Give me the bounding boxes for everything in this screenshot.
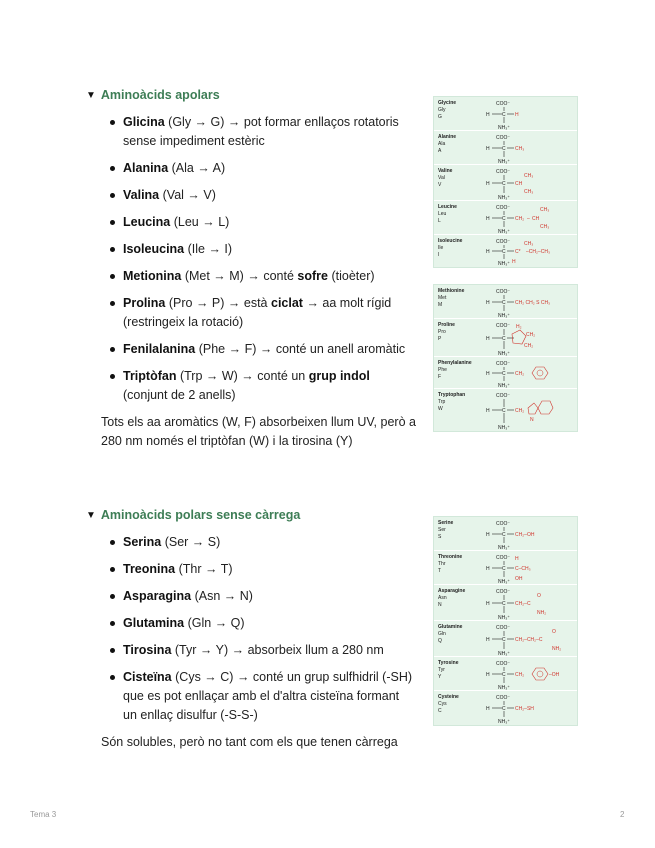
structural-formula — [482, 389, 577, 431]
svg-text:NH₃⁺: NH₃⁺ — [498, 383, 510, 389]
amino-acid-abbreviation: (Met → M) — [184, 269, 244, 283]
svg-text:NH₃⁺: NH₃⁺ — [498, 719, 510, 725]
structure-label-abbr1: V — [438, 182, 442, 188]
amino-acid-description: → absorbeix llum a 280 nm — [231, 643, 384, 657]
amino-acid-name: Prolina — [123, 296, 166, 310]
svg-text:NH₃⁺: NH₃⁺ — [498, 229, 510, 235]
amino-acid-structure-row — [434, 131, 577, 165]
amino-acid-description: (conjunt de 2 anells) — [123, 388, 236, 402]
svg-text:CH₃: CH₃ — [540, 224, 550, 230]
structural-formula — [482, 657, 577, 691]
amino-acid-abbreviation: (Ser → S) — [164, 535, 221, 549]
amino-acid-abbreviation: (Cys → C) — [175, 670, 234, 684]
svg-text:COO⁻: COO⁻ — [496, 101, 511, 107]
structure-label-abbr3: Leu — [438, 211, 447, 217]
structure-label-abbr1: W — [438, 406, 443, 412]
amino-acid-abbreviation: (Thr → T) — [178, 562, 233, 576]
svg-text:CH₃: CH₃ — [524, 189, 534, 195]
structure-label — [434, 517, 482, 550]
list-item — [86, 641, 416, 660]
svg-text:–: – — [527, 216, 530, 222]
svg-text:C: C — [502, 672, 506, 678]
amino-acid-structure-row — [434, 97, 577, 131]
section-title: Aminoàcids polars sense càrrega — [100, 508, 301, 522]
svg-text:CH₂: CH₂ — [515, 371, 525, 377]
amino-acid-structure-row — [434, 285, 577, 319]
structure-label-abbr1: S — [438, 534, 442, 540]
key-feature: grup indol — [308, 369, 370, 383]
structural-formula — [482, 691, 577, 725]
svg-text:CH₃: CH₃ — [524, 173, 534, 179]
svg-text:NH₂: NH₂ — [537, 610, 547, 616]
structure-label-name: Valine — [438, 168, 453, 174]
list-item — [86, 614, 416, 633]
structure-label-abbr1: N — [438, 602, 442, 608]
structure-label — [434, 585, 482, 620]
structure-label-abbr1: C — [438, 708, 442, 714]
svg-text:COO⁻: COO⁻ — [496, 169, 511, 175]
svg-text:H: H — [486, 601, 490, 607]
structure-label-name: Leucine — [438, 204, 457, 210]
svg-text:C: C — [502, 637, 506, 643]
list-item — [86, 267, 416, 286]
structure-label-abbr3: Cys — [438, 701, 447, 707]
structural-formula — [482, 621, 577, 657]
section-note: Tots els aa aromàtics (W, F) absorbeixen llum UV, però a 280 nm només el triptòfan (W) i la tirosina (Y) — [101, 415, 416, 448]
structure-panel-polar — [433, 516, 578, 726]
amino-acid-structure-row — [434, 551, 577, 585]
svg-text:H: H — [486, 146, 490, 152]
svg-text:CH₂: CH₂ — [515, 408, 525, 414]
svg-text:H: H — [486, 706, 490, 712]
structural-formula — [482, 131, 577, 165]
structural-formula — [482, 517, 577, 551]
svg-text:CH₂: CH₂ — [524, 343, 534, 349]
amino-acid-structure-row — [434, 657, 577, 691]
structure-label-name: Glutamine — [438, 624, 463, 630]
structure-label-abbr3: Ala — [438, 141, 446, 147]
amino-acid-structure-row — [434, 585, 577, 621]
svg-text:C: C — [502, 408, 506, 414]
list-item — [86, 213, 416, 232]
svg-text:H: H — [486, 637, 490, 643]
structure-label-name: Isoleucine — [438, 238, 463, 244]
svg-text:NH₃⁺: NH₃⁺ — [498, 615, 510, 621]
amino-acid-name: Leucina — [123, 215, 171, 229]
structure-label-abbr1: Y — [438, 674, 442, 680]
amino-acid-name: Asparagina — [123, 589, 192, 603]
structure-label-name: Asparagine — [438, 588, 466, 594]
amino-acid-structure-row — [434, 691, 577, 725]
list-item — [86, 560, 416, 579]
structure-label-name: Proline — [438, 322, 455, 328]
svg-text:COO⁻: COO⁻ — [496, 135, 511, 141]
svg-text:CH₂: CH₂ — [526, 332, 536, 338]
structural-formula — [482, 285, 577, 319]
amino-acid-description: → conté un grup sulfhidril (-SH) que es pot enllaçar amb el d'altra cisteïna formant un enllaç disulfur (-S-S-) — [123, 670, 413, 722]
structure-label-abbr1: A — [438, 148, 442, 154]
structural-formula — [482, 165, 577, 201]
list-item — [86, 159, 416, 178]
structure-label — [434, 691, 482, 725]
structure-label-abbr3: Pro — [438, 329, 446, 335]
svg-text:H: H — [512, 259, 516, 265]
list-item — [86, 587, 416, 606]
svg-text:NH₂: NH₂ — [552, 646, 562, 652]
amino-acid-abbreviation: (Tyr → Y) — [174, 643, 229, 657]
svg-text:H: H — [486, 300, 490, 306]
svg-text:C*: C* — [515, 249, 521, 255]
svg-text:O: O — [552, 629, 556, 635]
structure-label-abbr1: T — [438, 568, 442, 574]
structure-panel-apolar-other — [433, 284, 578, 432]
svg-text:CH₂–OH: CH₂–OH — [515, 532, 535, 538]
structure-label-abbr1: Q — [438, 638, 442, 644]
svg-text:NH₃⁺: NH₃⁺ — [498, 651, 510, 657]
structure-label-name: Serine — [438, 520, 454, 526]
svg-text:–CH₂–CH₃: –CH₂–CH₃ — [526, 249, 550, 255]
structure-label-name: Cysteine — [438, 694, 459, 700]
amino-acid-description: → conté un anell aromàtic — [259, 342, 406, 356]
structure-label-abbr1: L — [438, 218, 441, 224]
amino-acid-abbreviation: (Gly → G) — [168, 115, 225, 129]
structure-label-abbr3: Gly — [438, 107, 446, 113]
footer-page-number: 2 — [620, 810, 625, 819]
footer-chapter: Tema 3 — [30, 810, 57, 819]
structural-formula — [482, 319, 577, 357]
svg-text:C: C — [502, 601, 506, 607]
structure-label-name: Alanine — [438, 134, 457, 140]
structure-label-name: Tyrosine — [438, 660, 459, 666]
structure-label-abbr3: Val — [438, 175, 445, 181]
section-apolars — [86, 86, 416, 451]
list-item — [86, 340, 416, 359]
amino-acid-description: → està — [227, 296, 268, 310]
svg-text:CH₂: CH₂ — [515, 216, 525, 222]
svg-text:COO⁻: COO⁻ — [496, 393, 511, 399]
svg-text:CH₂–SH: CH₂–SH — [515, 706, 534, 712]
amino-acid-description: → conté — [247, 269, 294, 283]
svg-text:H₂: H₂ — [516, 324, 522, 330]
structural-formula — [482, 201, 577, 235]
svg-text:N: N — [530, 417, 534, 423]
amino-acid-name: Serina — [123, 535, 162, 549]
amino-acid-abbreviation: (Phe → F) — [198, 342, 257, 356]
section-heading-toggle[interactable] — [86, 506, 416, 524]
svg-text:COO⁻: COO⁻ — [496, 555, 511, 561]
structure-label — [434, 551, 482, 584]
list-item — [86, 294, 416, 332]
svg-text:H: H — [486, 181, 490, 187]
structural-formula — [482, 235, 577, 267]
structure-label-abbr3: Ile — [438, 245, 444, 251]
svg-text:C–CH₃: C–CH₃ — [515, 566, 531, 572]
structure-label-name: Tryptophan — [438, 392, 466, 398]
amino-acid-description: → aa molt rígid (restringeix la rotació) — [123, 296, 392, 329]
section-heading-toggle[interactable] — [86, 86, 416, 104]
svg-text:CH: CH — [515, 181, 523, 187]
structure-label — [434, 657, 482, 690]
structure-label-abbr3: Ser — [438, 527, 446, 533]
svg-text:OH: OH — [515, 576, 523, 582]
svg-text:C: C — [502, 706, 506, 712]
svg-text:C: C — [502, 566, 506, 572]
amino-acid-abbreviation: (Val → V) — [162, 188, 216, 202]
structure-label-abbr1: G — [438, 114, 442, 120]
amino-acid-abbreviation: (Gln → Q) — [187, 616, 245, 630]
amino-acid-name: Glutamina — [123, 616, 185, 630]
amino-acid-name: Tirosina — [123, 643, 172, 657]
amino-acid-structure-row — [434, 389, 577, 431]
amino-acid-structure-row — [434, 357, 577, 389]
amino-acid-abbreviation: (Ile → I) — [187, 242, 233, 256]
structural-formula — [482, 357, 577, 389]
svg-text:C: C — [502, 181, 506, 187]
svg-text:NH₃⁺: NH₃⁺ — [498, 351, 510, 357]
svg-text:COO⁻: COO⁻ — [496, 361, 511, 367]
structure-label-name: Threonine — [438, 554, 463, 560]
svg-text:O: O — [537, 593, 541, 599]
structural-formula — [482, 551, 577, 585]
amino-acid-structure-row — [434, 517, 577, 551]
structure-label-abbr3: Asn — [438, 595, 447, 601]
structure-label-abbr3: Trp — [438, 399, 446, 405]
svg-text:CH₂–C: CH₂–C — [515, 601, 531, 607]
svg-text:C: C — [502, 371, 506, 377]
structure-label-name: Methionine — [438, 288, 465, 294]
svg-text:COO⁻: COO⁻ — [496, 695, 511, 701]
section-title: Aminoàcids apolars — [100, 88, 220, 102]
svg-text:C: C — [502, 112, 506, 118]
structure-label-name: Phenylalanine — [438, 360, 472, 366]
structural-formula — [482, 585, 577, 621]
amino-acid-description: → pot formar enllaços rotatoris sense impediment estèric — [123, 115, 399, 148]
key-feature: sofre — [297, 269, 328, 283]
svg-text:CH₂–CH₂–C: CH₂–CH₂–C — [515, 637, 543, 643]
svg-text:COO⁻: COO⁻ — [496, 661, 511, 667]
amino-acid-name: Metionina — [123, 269, 182, 283]
svg-text:CH₃: CH₃ — [524, 241, 534, 247]
collapse-triangle-icon[interactable]: ▼ — [86, 89, 96, 101]
svg-text:CH₃: CH₃ — [515, 146, 525, 152]
structure-label — [434, 285, 482, 318]
svg-text:C: C — [502, 249, 506, 255]
svg-text:COO⁻: COO⁻ — [496, 521, 511, 527]
list-item — [86, 533, 416, 552]
amino-acid-structure-row — [434, 319, 577, 357]
structure-label-abbr1: M — [438, 302, 443, 308]
structure-label-abbr1: I — [438, 252, 440, 258]
svg-text:H: H — [486, 112, 490, 118]
svg-text:C: C — [502, 300, 506, 306]
svg-text:CH₂ CH₂ S CH₃: CH₂ CH₂ S CH₃ — [515, 300, 551, 306]
svg-text:C: C — [502, 216, 506, 222]
amino-acid-name: Fenilalanina — [123, 342, 196, 356]
svg-text:NH₃⁺: NH₃⁺ — [498, 195, 510, 201]
amino-acid-name: Triptòfan — [123, 369, 177, 383]
section-polars — [86, 506, 416, 752]
structure-label-abbr3: Phe — [438, 367, 447, 373]
svg-text:NH₃⁺: NH₃⁺ — [498, 685, 510, 691]
structure-label-abbr3: Met — [438, 295, 447, 301]
svg-text:COO⁻: COO⁻ — [496, 205, 511, 211]
amino-acid-list — [86, 113, 416, 405]
amino-acid-name: Valina — [123, 188, 160, 202]
list-item — [86, 186, 416, 205]
amino-acid-structure-row — [434, 165, 577, 201]
amino-acid-name: Treonina — [123, 562, 176, 576]
svg-text:NH₃⁺: NH₃⁺ — [498, 313, 510, 319]
svg-text:COO⁻: COO⁻ — [496, 239, 511, 245]
svg-text:CH₂: CH₂ — [515, 672, 525, 678]
amino-acid-abbreviation: (Trp → W) — [179, 369, 238, 383]
structure-label — [434, 235, 482, 267]
structural-formula — [482, 97, 577, 131]
svg-text:NH₃⁺: NH₃⁺ — [498, 579, 510, 585]
svg-text:H: H — [486, 566, 490, 572]
key-feature: ciclat — [271, 296, 303, 310]
list-item — [86, 668, 416, 725]
svg-text:–OH: –OH — [549, 672, 560, 678]
svg-text:NH₃⁺: NH₃⁺ — [498, 261, 510, 267]
amino-acid-abbreviation: (Asn → N) — [194, 589, 253, 603]
svg-text:COO⁻: COO⁻ — [496, 289, 511, 295]
svg-text:H: H — [486, 672, 490, 678]
structure-label — [434, 319, 482, 356]
svg-text:COO⁻: COO⁻ — [496, 323, 511, 329]
amino-acid-structure-row — [434, 235, 577, 267]
structure-label-abbr1: P — [438, 336, 442, 342]
amino-acid-name: Cisteïna — [123, 670, 172, 684]
section-note: Són solubles, però no tant com els que tenen càrrega — [101, 735, 398, 749]
structure-label-abbr3: Thr — [438, 561, 446, 567]
amino-acid-abbreviation: (Ala → A) — [171, 161, 226, 175]
svg-text:H: H — [486, 336, 490, 342]
amino-acid-name: Isoleucina — [123, 242, 185, 256]
svg-text:COO⁻: COO⁻ — [496, 625, 511, 631]
svg-text:H: H — [486, 249, 490, 255]
svg-text:CH₃: CH₃ — [540, 207, 550, 213]
svg-text:NH₃⁺: NH₃⁺ — [498, 545, 510, 551]
svg-text:C: C — [502, 336, 506, 342]
amino-acid-abbreviation: (Leu → L) — [173, 215, 230, 229]
structure-label — [434, 201, 482, 234]
amino-acid-list — [86, 533, 416, 725]
amino-acid-description: (tioèter) — [331, 269, 375, 283]
structure-label — [434, 357, 482, 388]
list-item — [86, 367, 416, 405]
svg-text:H: H — [515, 556, 519, 562]
structure-label — [434, 97, 482, 130]
amino-acid-structure-row — [434, 201, 577, 235]
collapse-triangle-icon[interactable]: ▼ — [86, 509, 96, 521]
structure-label — [434, 389, 482, 431]
svg-text:H: H — [515, 112, 519, 118]
svg-text:COO⁻: COO⁻ — [496, 589, 511, 595]
svg-text:CH: CH — [532, 216, 540, 222]
svg-text:NH₃⁺: NH₃⁺ — [498, 125, 510, 131]
structure-label-name: Glycine — [438, 100, 457, 106]
svg-text:H: H — [486, 408, 490, 414]
structure-label-abbr1: F — [438, 374, 442, 380]
structure-label-abbr3: Tyr — [438, 667, 445, 673]
amino-acid-structure-row — [434, 621, 577, 657]
amino-acid-name: Glicina — [123, 115, 165, 129]
svg-text:H: H — [486, 371, 490, 377]
svg-text:C: C — [502, 532, 506, 538]
structure-label — [434, 165, 482, 200]
svg-text:H: H — [486, 532, 490, 538]
list-item — [86, 240, 416, 259]
svg-text:H: H — [486, 216, 490, 222]
svg-text:NH₃⁺: NH₃⁺ — [498, 425, 510, 431]
svg-text:NH₃⁺: NH₃⁺ — [498, 159, 510, 165]
amino-acid-description: → conté un — [241, 369, 306, 383]
structure-label — [434, 131, 482, 164]
amino-acid-abbreviation: (Pro → P) — [168, 296, 225, 310]
svg-text:C: C — [502, 146, 506, 152]
list-item — [86, 113, 416, 151]
structure-label-abbr3: Gln — [438, 631, 446, 637]
structure-panel-apolar-aliphatic — [433, 96, 578, 268]
amino-acid-name: Alanina — [123, 161, 169, 175]
structure-label — [434, 621, 482, 656]
